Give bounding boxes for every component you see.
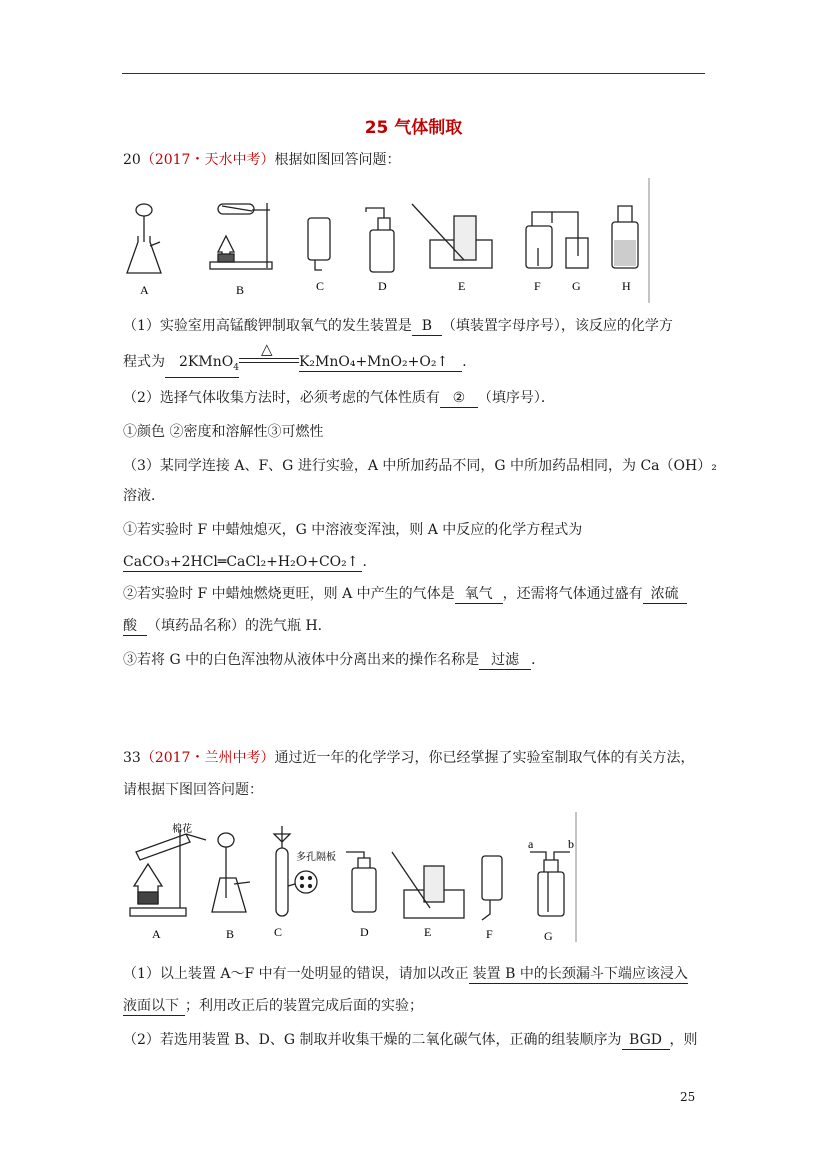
- q20-p3-e-text-mid: ，还需将气体通过盛有: [502, 586, 643, 602]
- q20-p3-g-answer: 过滤: [479, 652, 531, 670]
- q20-p3-g-text: ③若将 G 中的白色浑浊物从液体中分离出来的操作名称是: [123, 652, 480, 668]
- q20-apparatus-figure: [122, 178, 652, 303]
- q20-label-g: G: [572, 279, 581, 293]
- q20-p3-e-answer1: 氧气: [455, 586, 503, 604]
- q33-p2-answer: BGD: [622, 1032, 670, 1050]
- q33-p1-answer-b: 液面以下: [123, 998, 185, 1016]
- q33-number: 33: [123, 750, 141, 766]
- q33-p2-text-end: ，则: [669, 1032, 698, 1048]
- q20-p3-f-text: （填药品名称）的洗气瓶 H．: [147, 618, 332, 634]
- q33-label-g: G: [544, 929, 553, 943]
- q33-label-b: B: [226, 927, 235, 941]
- heating-condition-sign: [239, 340, 299, 371]
- q33-label-c: C: [274, 925, 283, 939]
- q20-p1b-text-end: ．: [462, 354, 477, 370]
- q20-p1b-text: 程式为: [123, 354, 165, 370]
- porous-plate-tag: 多孔隔板: [296, 852, 336, 863]
- header-rule: [122, 73, 705, 74]
- q20-p1b-condition: △: [260, 340, 273, 358]
- q33-prompt-2: 请根据下图回答问题：: [123, 782, 263, 798]
- q20-p1-answer: B: [412, 318, 442, 336]
- q20-part3-b: 溶液．: [123, 488, 165, 504]
- q20-p1-text-end: （填装置字母序号），该反应的化学方: [441, 318, 673, 334]
- q20-part1: [123, 316, 705, 336]
- q20-p2-text-end: （填序号）．: [477, 390, 555, 406]
- q20-p1b-answer-left: [165, 354, 239, 378]
- q33-label-d: D: [360, 925, 369, 939]
- q33-p1-text-end: ；利用改正后的装置完成后面的实验；: [185, 998, 423, 1014]
- q20-p3-e-text: ②若实验时 F 中蜡烛燃烧更旺，则 A 中产生的气体是: [123, 586, 455, 602]
- q33-apparatus-figure: [126, 812, 581, 947]
- q33-part1: [123, 964, 705, 984]
- q20-label-h: H: [622, 279, 631, 293]
- q33-p2-text: （2）若选用装置 B、D、G 制取并收集干燥的二氧化碳气体，正确的组装顺序为: [123, 1032, 622, 1048]
- q20-label-e: E: [458, 279, 466, 293]
- q20-part2-options: ①颜色 ②密度和溶解性③可燃性: [123, 424, 324, 440]
- q33-label-f: F: [486, 927, 493, 941]
- port-b-tag: b: [568, 837, 574, 851]
- q20-p1b-left-sub: 4: [233, 362, 239, 373]
- port-a-tag: a: [528, 837, 534, 851]
- q33-p1-text: （1）以上装置 A～F 中有一处明显的错误，请加以改正: [123, 966, 469, 982]
- q20-header: [123, 150, 705, 170]
- q20-part3-d: [123, 552, 705, 572]
- q33-part2: [123, 1030, 705, 1050]
- q20-p3-e-answer2: 浓硫: [643, 586, 687, 604]
- q33-part1-b: [123, 996, 705, 1016]
- q20-p3-equation-answer: CaCO₃+2HCl═CaCl₂+H₂O+CO₂↑: [123, 554, 362, 572]
- q20-p3-f-answer: 酸: [123, 618, 147, 636]
- q33-prompt: 通过近一年的化学学习，你已经掌握了实验室制取气体的有关方法，: [274, 750, 695, 766]
- q33-p1-answer-a: 装置 B 中的长颈漏斗下端应该浸入: [469, 966, 688, 984]
- q20-p3-d-text-end: ．: [362, 554, 377, 570]
- q20-p1b-left-text: 2KMnO: [179, 354, 234, 370]
- q20-prompt: 根据如图回答问题：: [274, 152, 401, 168]
- q20-p1-text: （1）实验室用高锰酸钾制取氧气的发生装置是: [123, 318, 412, 334]
- q20-p2-text: （2）选择气体收集方法时，必须考虑的气体性质有: [123, 390, 440, 406]
- q33-header: [123, 748, 705, 768]
- q20-part3-c: ①若实验时 F 中蜡烛熄灭，G 中溶液变浑浊，则 A 中反应的化学方程式为: [123, 522, 583, 538]
- q20-part3-f: [123, 616, 705, 636]
- q20-source: （2017・天水中考）: [140, 152, 275, 168]
- q20-label-d: D: [378, 279, 387, 293]
- q20-part3-e: [123, 584, 705, 604]
- q20-p3-g-text-end: ．: [531, 652, 546, 668]
- page-number: 25: [680, 1090, 696, 1104]
- q20-p1b-answer-right: K₂MnO₄+MnO₂+O₂↑: [299, 354, 462, 372]
- q20-label-a: A: [140, 283, 149, 297]
- q20-label-f: F: [534, 279, 541, 293]
- q20-label-b: B: [236, 283, 245, 297]
- q20-part1-equation: [123, 340, 705, 378]
- q20-part3-g: [123, 650, 705, 670]
- q20-number: 20: [123, 152, 141, 168]
- q20-label-c: C: [316, 279, 325, 293]
- page-title: 25 气体制取: [364, 118, 463, 138]
- q20-part3-a: （3）某同学连接 A、F、G 进行实验，A 中所加药品不同，G 中所加药品相同，为 Ca（OH）₂: [123, 458, 717, 474]
- q20-part2: [123, 388, 705, 408]
- q33-source: （2017・兰州中考）: [140, 750, 275, 766]
- q33-label-e: E: [424, 925, 432, 939]
- q33-label-a: A: [152, 927, 161, 941]
- cotton-tag: 棉花: [172, 824, 192, 835]
- q20-p2-answer: ②: [440, 390, 478, 408]
